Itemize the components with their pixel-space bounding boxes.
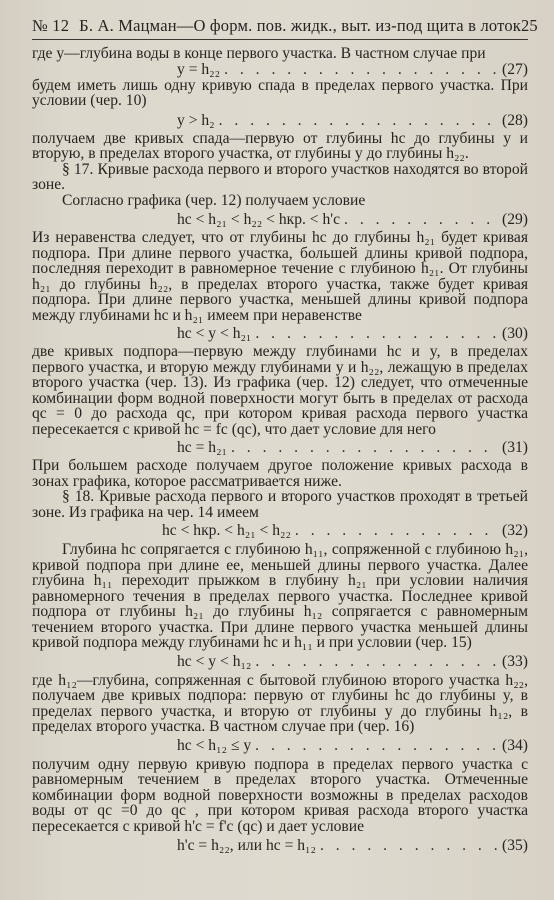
equation-number: (35) <box>502 837 528 854</box>
paragraph: Согласно графика (чер. 12) получаем условие <box>62 191 366 209</box>
equation-30 <box>32 326 528 342</box>
paragraph: получим одну первую кривую подпора в пределах первого участка с равномерным течением в пределах второго участка. Отмеченные комбинации форм водной поверхности возможны в пределах расходов воды от qc =0 до qc , при котором кривая расхода второго участка пересекается с кривой h'c = f'c (qc) и дает условие <box>32 755 528 835</box>
equation-number: (33) <box>502 652 528 670</box>
equation-32 <box>32 523 528 539</box>
equation-formula: hc < y < h₂₁ <box>177 325 252 342</box>
equation-number: (32) <box>502 522 528 539</box>
page-number: 25 <box>520 16 538 35</box>
dot-leader <box>219 113 498 129</box>
equation-formula: h'c = h₂₂, или hc = h₁₂ <box>177 837 316 854</box>
equation-34 <box>32 738 528 754</box>
equation-35 <box>32 838 528 854</box>
paragraph: две кривых подпора—первую между глубинами hc и y, в пределах первого участка, и вторую между глубинами y и h₂₂, лежащую в пределах второго участка (чер. 13). Из графика (чер. 12) следует, что отмеченные комбинации форм водной поверхности могут быть в пределах от расхода qc = 0 до расхода qc, при котором кривая расхода первого участка пересекается с кривой hc = fc (qc), что дает условие для него <box>32 343 528 438</box>
equation-number: (30) <box>502 325 528 342</box>
equation-number: (28) <box>502 111 528 129</box>
page-body <box>32 46 528 854</box>
dot-leader <box>344 212 498 228</box>
paragraph: где y—глубина воды в конце первого участка. В частном случае при <box>32 45 486 62</box>
equation-formula: hc < hкр. < h₂₁ < h₂₂ <box>162 522 291 539</box>
paragraph: При большем расходе получаем другое положение кривых расхода в зонах графика, которое рассматривается ниже. <box>32 457 528 490</box>
equation-number: (29) <box>502 211 528 228</box>
paragraph: получаем две кривых спада—первую от глубины hc до глубины y и вторую, в пределах второго участка, от глубины y до глубины h₂₂. <box>32 129 528 162</box>
paragraph: Из неравенства следует, что от глубины hc до глубины h₂₁ будет кривая подпора. При длине первого участка, большей длины кривой подпора, последняя переходит в равномерное течение с глубиною h₂₁. От глубины h₂₁ до глубины h₂₂, в пределах второго участка, также будет кривая подпора. При длине первого участка, меньшей длины кривой подпора между глубинами hc и h₂₁ имеем при неравенстве <box>32 229 528 324</box>
equation-27 <box>32 62 528 78</box>
equation-29 <box>32 212 528 228</box>
equation-number: (34) <box>502 736 528 754</box>
running-title: Б. А. Мацман—О форм. пов. жидк., выт. из-под щита в лоток <box>79 16 521 35</box>
equation-formula: hc < y < h₁₂ <box>177 652 252 670</box>
equation-formula: hc = h₂₁ <box>177 439 227 456</box>
dot-leader <box>255 326 498 342</box>
equation-28 <box>32 113 528 129</box>
equation-31 <box>32 440 528 456</box>
equation-formula: y > h₂ <box>177 111 215 129</box>
dot-leader <box>224 62 498 78</box>
issue-number: № 12 <box>32 16 70 35</box>
paragraph: Глубина hc сопрягается с глубиною h₁₁, сопряженной с глубиною h₂₁, кривой подпора при длине ее, меньшей длины первого участка. Далее глубина h₁₁ переходит прыжком в глубину h₂₁ при условии наличия равномерного течения в пределах первого участка. Последнее кривой подпора от глубины h₂₁ до глубины h₁₂ сопрягается с равномерным течением второго участка. При длине первого участка меньшей длины кривой подпора между глубинами hc и h₁₁ и при условии (чер. 15) <box>32 541 528 651</box>
dot-leader <box>320 838 498 854</box>
dot-leader <box>231 440 498 456</box>
equation-33 <box>32 654 528 670</box>
equation-formula: y = h₂₂ <box>177 60 221 78</box>
paragraph: будем иметь лишь одну кривую спада в пределах первого участка. При условии (чер. 10) <box>32 76 528 109</box>
equation-number: (31) <box>502 439 528 456</box>
dot-leader <box>295 523 498 539</box>
section-17-heading: § 17. Кривые расхода первого и второго участков находятся во второй зоне. <box>32 160 528 193</box>
running-header <box>32 16 538 40</box>
equation-formula: hc < h₂₁ < h₂₂ < hкр. < h'c <box>177 211 341 228</box>
equation-number: (27) <box>502 60 528 78</box>
dot-leader <box>255 654 498 670</box>
dot-leader <box>255 738 498 754</box>
section-18-heading: § 18. Кривые расхода первого и второго участков проходят в третьей зоне. Из графика на чер. 14 имеем <box>32 488 528 521</box>
paragraph: где h₁₂—глубина, сопряженная с бытовой глубиною второго участка h₂₂, получаем две кривых подпора: первую от глубины hc до глубины y, в пределах первого участка, и вторую от глубины y до глубины h₁₂, в пределах второго участка. В частном случае при (чер. 16) <box>32 671 528 735</box>
equation-formula: hc < h₁₂ ≤ y <box>177 736 252 754</box>
